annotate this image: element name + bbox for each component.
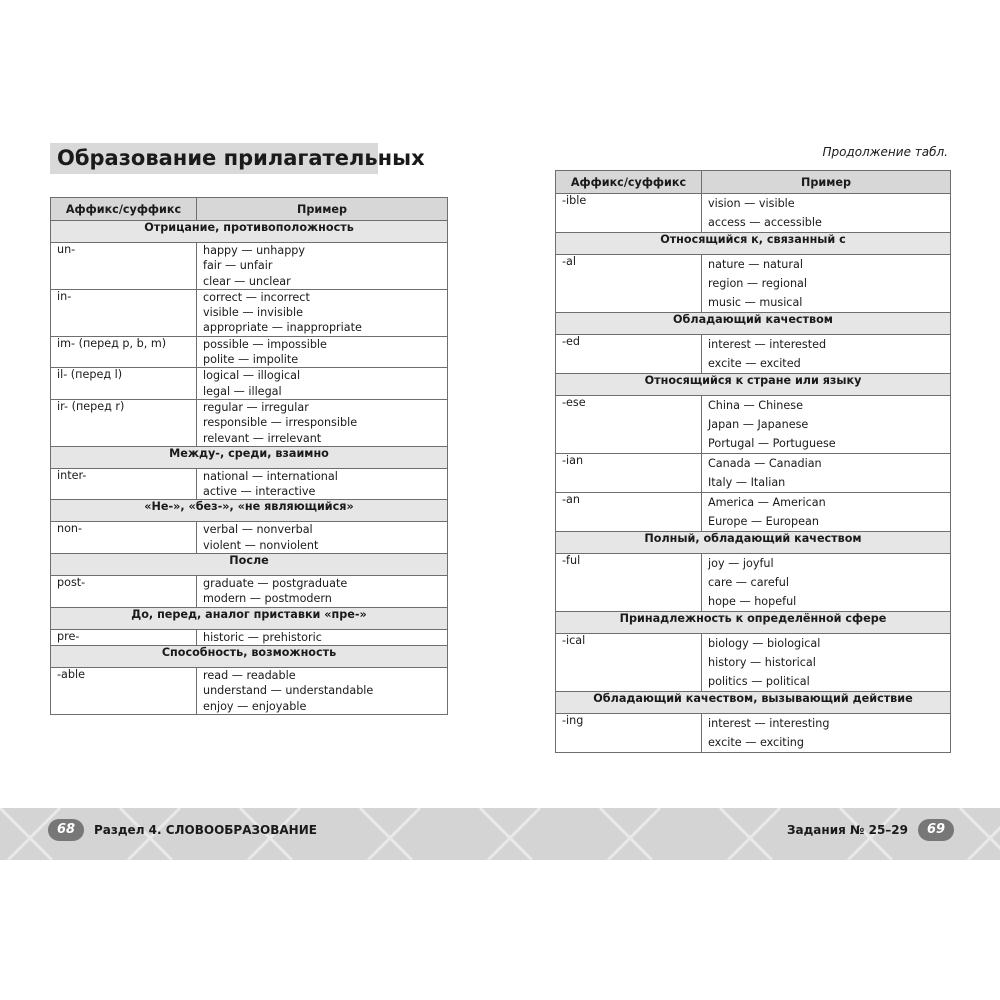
affix-cell: -ing [556,714,702,753]
example-pair: vision — visible [708,197,795,210]
example-pair: correct — incorrect [203,290,310,304]
page-number-badge-left: 68 [48,819,84,841]
example-pair: excite — excited [708,357,801,370]
example-pair: historic — prehistoric [203,630,322,644]
example-pair: enjoy — enjoyable [203,699,307,713]
category-row [51,500,448,522]
category-label: Принадлежность к определённой сфере [556,612,951,634]
table-header-row [556,171,951,194]
affix-cell: non- [51,522,197,554]
example-cell [197,468,448,500]
example-pair: joy — joyful [708,557,774,570]
example-pair: Japan — Japanese [708,418,809,431]
example-pair: graduate — postgraduate [203,577,348,591]
example-cell [702,554,951,612]
affix-cell: il- (перед l) [51,368,197,400]
affix-cell: ir- (перед r) [51,399,197,446]
continuation-note: Продолжение табл. [822,145,948,159]
table-row [556,714,951,753]
table-row [51,336,448,368]
category-label: «Не-», «без-», «не являющийся» [51,500,448,522]
example-pair: hope — hopeful [708,595,797,608]
category-row [556,612,951,634]
example-pair: active — interactive [203,485,316,499]
example-cell [197,576,448,608]
example-pair: excite — exciting [708,736,804,749]
example-pair: legal — illegal [203,384,282,398]
example-pair: access — accessible [708,216,822,229]
affix-cell: pre- [51,629,197,645]
affix-cell: -able [51,667,197,714]
category-row [556,313,951,335]
table-row [556,255,951,313]
example-cell [702,396,951,454]
page-number-badge-right: 69 [918,819,954,841]
example-pair: verbal — nonverbal [203,523,313,537]
example-pair: possible — impossible [203,337,327,351]
example-cell [197,336,448,368]
affix-cell: post- [51,576,197,608]
example-pair: music — musical [708,296,803,309]
category-row [556,233,951,255]
category-row [51,446,448,468]
example-cell [702,335,951,374]
affix-cell: -an [556,493,702,532]
table-row [51,243,448,290]
category-row [556,532,951,554]
table-row [556,396,951,454]
category-label: Отрицание, противоположность [51,221,448,243]
category-label: После [51,554,448,576]
table-row [51,576,448,608]
category-label: Обладающий качеством [556,313,951,335]
example-pair: care — careful [708,576,789,589]
category-label: Относящийся к, связанный с [556,233,951,255]
category-label: Относящийся к стране или языку [556,374,951,396]
table-row [51,468,448,500]
example-cell [702,454,951,493]
affix-cell: -ible [556,194,702,233]
example-pair: understand — understandable [203,684,374,698]
example-pair: politics — political [708,675,810,688]
header-example: Пример [197,198,448,221]
affix-cell: -ian [556,454,702,493]
footer-tasks-label: Задания № 25–29 [786,823,908,837]
example-pair: clear — unclear [203,274,291,288]
header-affix: Аффикс/суффикс [556,171,702,194]
affix-cell: -ese [556,396,702,454]
category-row [556,692,951,714]
example-pair: visible — invisible [203,306,304,320]
example-pair: fair — unfair [203,259,273,273]
example-pair: interest — interesting [708,717,830,730]
example-pair: relevant — irrelevant [203,431,322,445]
example-pair: Portugal — Portuguese [708,437,836,450]
example-pair: responsible — irresponsible [203,416,358,430]
example-pair: read — readable [203,668,296,682]
category-row [51,645,448,667]
example-pair: region — regional [708,277,808,290]
example-pair: history — historical [708,656,816,669]
category-label: До, перед, аналог приставки «пре-» [51,607,448,629]
example-pair: violent — nonviolent [203,538,319,552]
adjective-affix-table-left [50,197,448,715]
category-label: Обладающий качеством, вызывающий действие [556,692,951,714]
example-pair: Europe — European [708,515,819,528]
category-label: Между-, среди, взаимно [51,446,448,468]
example-pair: appropriate — inappropriate [203,321,362,335]
example-cell [702,194,951,233]
example-pair: Italy — Italian [708,476,786,489]
footer-section-title: Раздел 4. СЛОВООБРАЗОВАНИЕ [94,823,317,837]
affix-cell: in- [51,289,197,336]
adjective-affix-table-right [555,170,951,753]
table-row [51,368,448,400]
header-affix: Аффикс/суффикс [51,198,197,221]
example-cell [702,634,951,692]
example-cell [197,667,448,714]
affix-cell: -ed [556,335,702,374]
example-pair: America — American [708,496,826,509]
example-pair: regular — irregular [203,400,309,414]
table-row [51,289,448,336]
example-cell [197,522,448,554]
affix-cell: im- (перед p, b, m) [51,336,197,368]
table-row [556,493,951,532]
example-cell [702,714,951,753]
affix-cell: -ical [556,634,702,692]
category-label: Полный, обладающий качеством [556,532,951,554]
table-row [51,522,448,554]
category-row [51,607,448,629]
example-cell [197,368,448,400]
example-pair: nature — natural [708,258,803,271]
example-cell [702,493,951,532]
table-row [556,194,951,233]
example-cell [197,243,448,290]
category-row [51,554,448,576]
example-cell [197,289,448,336]
table-row [556,454,951,493]
affix-cell: -al [556,255,702,313]
table-row [51,399,448,446]
example-pair: logical — illogical [203,369,301,383]
example-pair: China — Chinese [708,399,803,412]
table-row [556,335,951,374]
table-header-row [51,198,448,221]
category-label: Способность, возможность [51,645,448,667]
category-row [556,374,951,396]
example-cell [702,255,951,313]
example-pair: happy — unhappy [203,244,306,257]
affix-cell: -ful [556,554,702,612]
example-pair: polite — impolite [203,353,299,367]
example-pair: biology — biological [708,637,821,650]
affix-cell: un- [51,243,197,290]
table-row [556,634,951,692]
category-row [51,221,448,243]
example-pair: national — international [203,469,338,483]
example-cell [197,629,448,645]
header-example: Пример [702,171,951,194]
affix-cell: inter- [51,468,197,500]
example-pair: modern — postmodern [203,592,332,606]
table-row [51,667,448,714]
example-pair: Canada — Canadian [708,457,822,470]
table-row [556,554,951,612]
table-row [51,629,448,645]
example-pair: interest — interested [708,338,827,351]
example-cell [197,399,448,446]
page-title: Образование прилагательных [57,146,425,170]
